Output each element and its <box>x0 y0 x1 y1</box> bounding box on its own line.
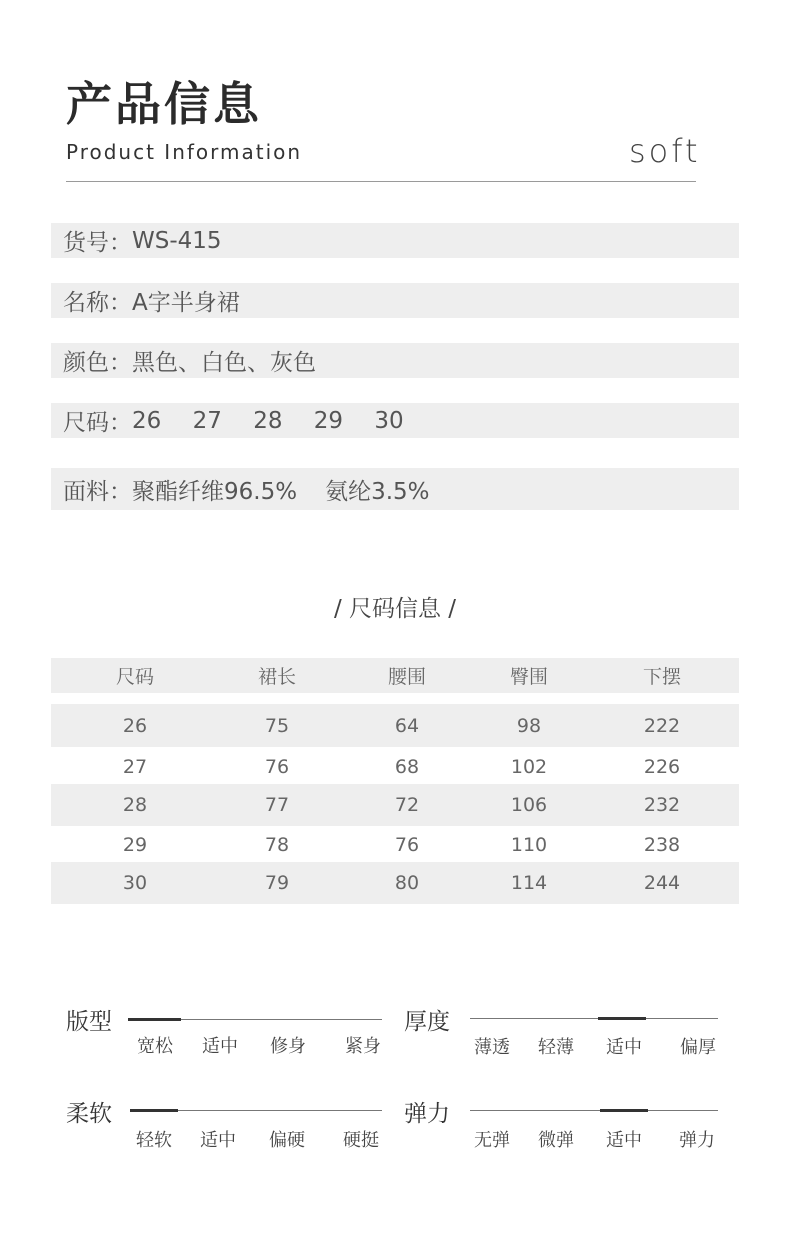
table-cell: 110 <box>510 834 548 856</box>
table-cell: 238 <box>643 834 681 856</box>
scale-option: 修身 <box>270 1036 306 1057</box>
scale-indicator <box>600 1109 648 1112</box>
info-sizes <box>132 408 428 434</box>
table-cell: 244 <box>643 872 681 894</box>
table-cell: 106 <box>510 794 548 816</box>
scale-indicator <box>130 1109 178 1112</box>
info-label: 尺码： <box>63 410 132 436</box>
scale-option: 轻薄 <box>538 1037 574 1058</box>
info-value: A字半身裙 <box>132 290 240 316</box>
info-value: 黑色、白色、灰色 <box>132 350 316 376</box>
scale-label: 柔软 <box>66 1101 112 1127</box>
table-cell: 98 <box>516 714 542 737</box>
table-cell: 226 <box>643 756 681 778</box>
scale-option: 无弹 <box>474 1130 510 1151</box>
info-value: WS-415 <box>132 227 222 254</box>
size-value: 30 <box>374 407 404 434</box>
table-cell: 75 <box>264 714 290 737</box>
size-table-header <box>51 658 739 693</box>
size-value: 26 <box>132 407 162 434</box>
table-cell: 232 <box>643 794 681 816</box>
size-value: 28 <box>253 407 283 434</box>
scale-option: 紧身 <box>345 1036 381 1057</box>
table-cell: 102 <box>510 756 548 778</box>
header-divider <box>66 181 696 182</box>
scale-option: 薄透 <box>474 1037 510 1058</box>
table-cell: 27 <box>122 756 148 778</box>
scale-label: 版型 <box>66 1009 112 1035</box>
scale-indicator <box>598 1017 646 1020</box>
table-row <box>51 747 739 787</box>
scale-option: 宽松 <box>137 1036 173 1057</box>
table-cell: 72 <box>394 794 420 816</box>
page-subtitle: Product Information <box>66 140 303 164</box>
scale-option: 适中 <box>202 1036 238 1057</box>
table-row <box>51 825 739 865</box>
size-value: 27 <box>192 407 222 434</box>
table-cell: 76 <box>264 756 290 778</box>
table-row <box>51 784 739 826</box>
info-value: 聚酯纤维96.5% <box>132 478 298 505</box>
table-cell: 68 <box>394 756 420 778</box>
table-header-cell: 臀围 <box>509 666 548 688</box>
size-section-title: / 尺码信息 / <box>333 596 457 622</box>
info-label: 名称： <box>63 290 132 316</box>
info-row-item-no <box>51 223 739 258</box>
table-cell: 30 <box>122 872 148 894</box>
page-title: 产品信息 <box>66 77 262 131</box>
info-row-size <box>51 403 739 438</box>
info-label: 颜色： <box>63 350 132 376</box>
table-cell: 76 <box>394 834 420 856</box>
table-cell: 77 <box>264 794 290 816</box>
size-value: 29 <box>313 407 344 434</box>
table-header-cell: 裙长 <box>257 666 296 688</box>
brand-text: soft <box>629 132 701 170</box>
table-cell: 114 <box>510 872 548 894</box>
info-row-color <box>51 343 739 378</box>
scale-option: 适中 <box>200 1130 236 1151</box>
info-row-fabric <box>51 468 739 510</box>
scale-option: 偏硬 <box>269 1130 305 1151</box>
table-header-cell: 尺码 <box>115 666 154 688</box>
info-label: 货号： <box>63 230 132 256</box>
scale-option: 硬挺 <box>343 1130 379 1151</box>
scale-option: 轻软 <box>136 1130 172 1151</box>
scale-option: 偏厚 <box>680 1037 716 1058</box>
info-row-name <box>51 283 739 318</box>
scale-option: 弹力 <box>679 1130 715 1151</box>
table-row <box>51 862 739 904</box>
table-cell: 29 <box>122 834 148 856</box>
info-value-secondary: 氨纶3.5% <box>325 478 430 505</box>
table-header-cell: 腰围 <box>387 666 426 688</box>
table-cell: 28 <box>122 794 148 816</box>
table-cell: 79 <box>264 872 290 894</box>
table-cell: 26 <box>122 714 148 737</box>
table-row <box>51 704 739 747</box>
scale-option: 适中 <box>606 1130 642 1151</box>
scale-label: 弹力 <box>404 1101 450 1127</box>
scale-option: 适中 <box>606 1037 642 1058</box>
table-cell: 80 <box>394 872 420 894</box>
scale-track <box>470 1110 718 1111</box>
info-label: 面料： <box>63 478 132 505</box>
table-header-cell: 下摆 <box>642 666 681 688</box>
scale-track <box>470 1018 718 1019</box>
table-cell: 64 <box>394 714 420 737</box>
scale-indicator <box>128 1018 181 1021</box>
table-cell: 78 <box>264 834 290 856</box>
table-cell: 222 <box>643 714 681 737</box>
scale-label: 厚度 <box>404 1009 450 1035</box>
scale-option: 微弹 <box>538 1130 574 1151</box>
